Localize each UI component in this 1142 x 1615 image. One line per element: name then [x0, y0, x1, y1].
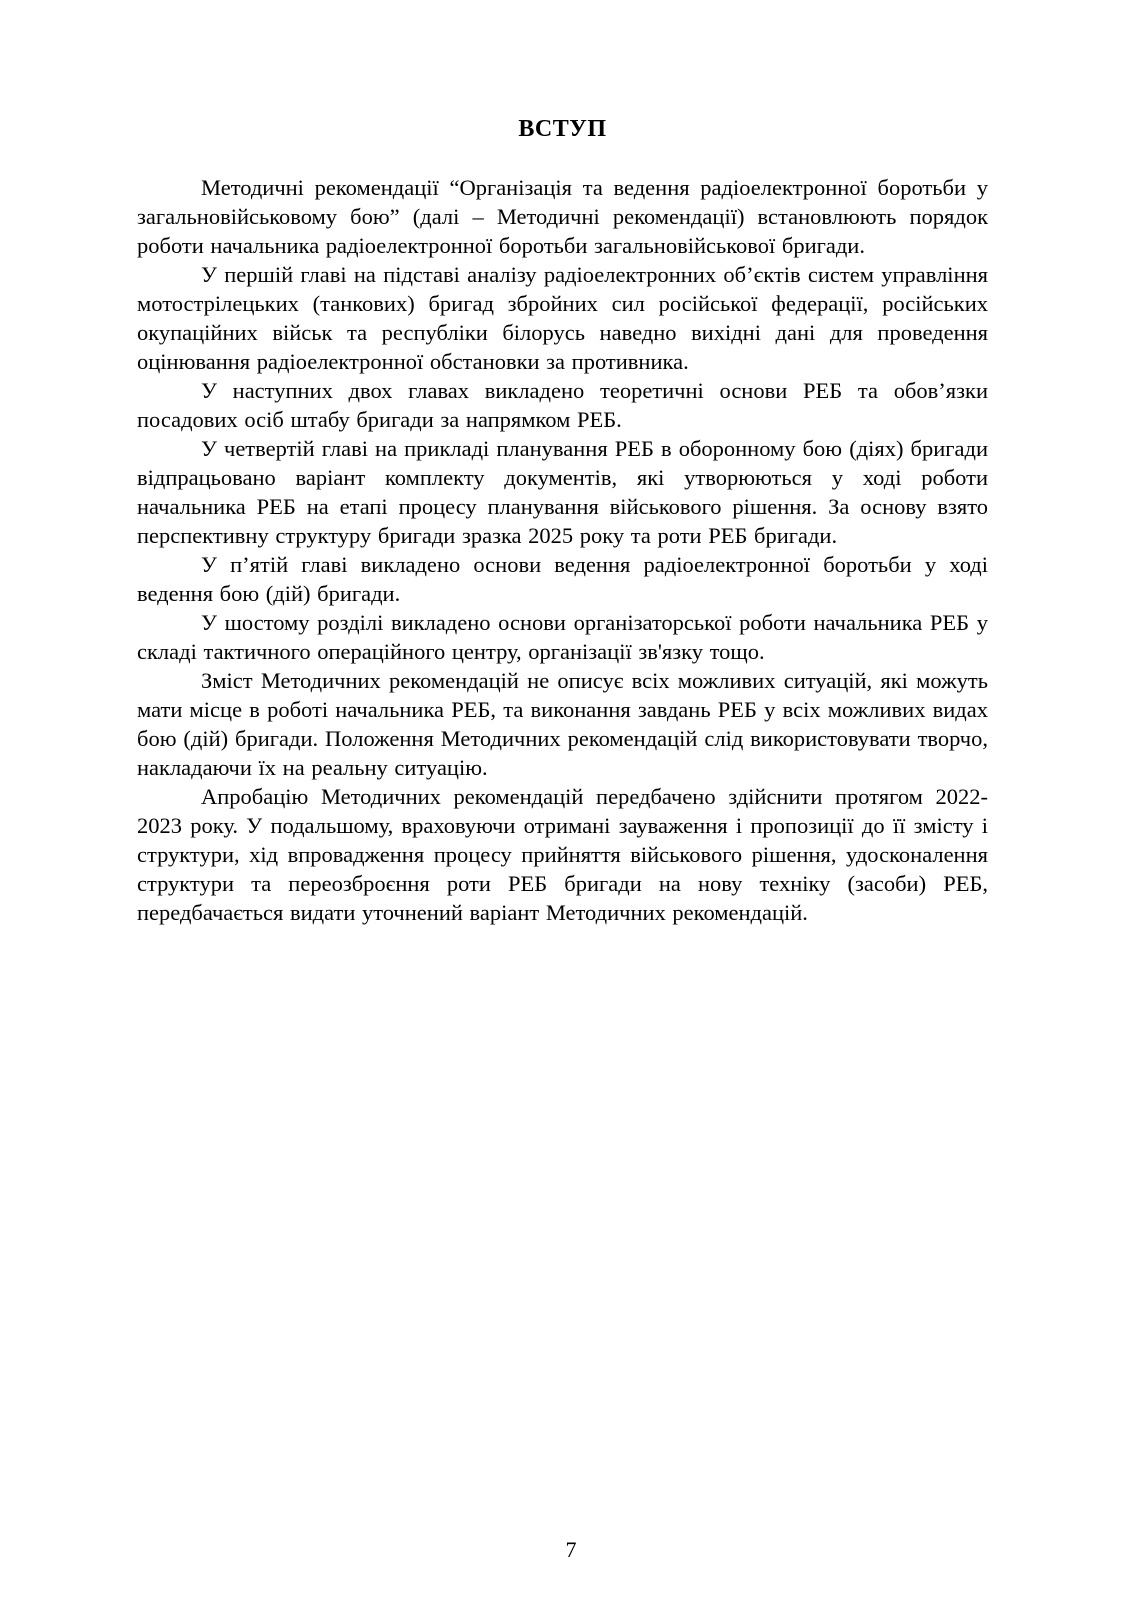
paragraph: У першій главі на підставі аналізу радіоелектронних об’єктів систем управління мотострілецьких (танкових) бригад збройних сил російської федерації, російських окупаційних військ та республіки білорусь наведно вихідні дані для проведення оцінювання радіоелектронної обстановки за противника.: [137, 262, 988, 374]
paragraph: У шостому розділі викладено основи організаторської роботи начальника РЕБ у складі тактичного операційного центру, організації зв'язку тощо.: [137, 610, 988, 664]
paragraph: Методичні рекомендації “Організація та ведення радіоелектронної боротьби у загальновійськовому бою” (далі – Методичні рекомендації) встановлюють порядок роботи начальника радіоелектронної боротьби загальновійськової бригади.: [137, 175, 988, 258]
paragraph: У четвертій главі на прикладі планування РЕБ в оборонному бою (діях) бригади відпрацьовано варіант комплекту документів, які утворюються у ході роботи начальника РЕБ на етапі процесу планування військового рішення. За основу взято перспективну структуру бригади зразка 2025 року та роти РЕБ бригади.: [137, 436, 988, 548]
paragraph: Зміст Методичних рекомендацій не описує всіх можливих ситуацій, які можуть мати місце в роботі начальника РЕБ, та виконання завдань РЕБ у всіх можливих видах бою (дій) бригади. Положення Методичних рекомендацій слід використовувати творчо, накладаючи їх на реальну ситуацію.: [137, 668, 988, 780]
page-title: ВСТУП: [518, 116, 607, 142]
page-number: 7: [565, 1537, 577, 1562]
paragraph: У наступних двох главах викладено теоретичні основи РЕБ та обов’язки посадових осіб штабу бригади за напрямком РЕБ.: [137, 378, 988, 432]
document-body: [137, 173, 988, 927]
paragraph: У п’ятій главі викладено основи ведення радіоелектронної боротьби у ході ведення бою (дій) бригади.: [137, 552, 988, 606]
paragraph: Апробацію Методичних рекомендацій передбачено здійснити протягом 2022-2023 року. У подальшому, враховуючи отримані зауваження і пропозиції до її змісту і структури, хід впровадження процесу прийняття військового рішення, удосконалення структури та переозброєння роти РЕБ бригади на нову техніку (засоби) РЕБ, передбачається видати уточнений варіант Методичних рекомендацій.: [137, 784, 988, 925]
